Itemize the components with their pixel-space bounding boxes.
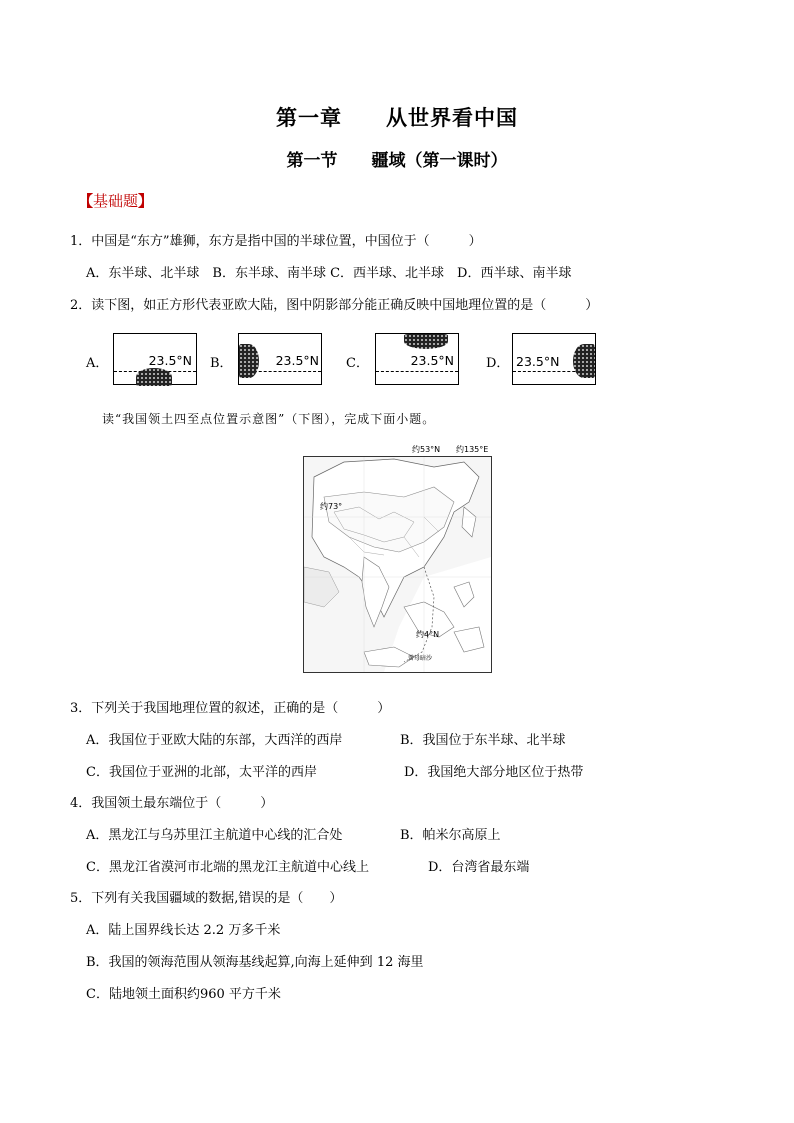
chapter-title: 第一章 从世界看中国 — [276, 105, 518, 130]
figure-label-c: C． — [346, 356, 369, 371]
figure-c-latitude: 23.5°N — [410, 353, 454, 368]
figure-a — [113, 333, 197, 385]
figure-label-d: D． — [486, 356, 510, 371]
map-label-east: 约135°E — [456, 445, 489, 454]
figure-a-shade — [136, 368, 172, 386]
figure-b-shade — [239, 344, 259, 378]
question-4: 4．我国领土最东端位于（ ） — [70, 796, 274, 811]
figure-b — [238, 333, 322, 385]
china-extremity-map — [303, 456, 492, 673]
figure-c — [375, 333, 459, 385]
map-drawing — [304, 457, 491, 672]
figure-label-a: A． — [86, 356, 109, 371]
question-1-options: A．东半球、北半球 B．东半球、南半球 C．西半球、北半球 D．西半球、南半球 — [86, 266, 572, 281]
figure-c-tropic-line — [376, 371, 458, 372]
figure-a-latitude: 23.5°N — [148, 353, 192, 368]
map-label-south: 约4°N — [416, 630, 440, 639]
question-5: 5．下列有关我国疆域的数据,错误的是（ ） — [70, 891, 343, 906]
map-label-west: 约73° — [320, 502, 343, 511]
question-3: 3．下列关于我国地理位置的叙述，正确的是（ ） — [70, 701, 391, 716]
question-5-option-b: B．我国的领海范围从领海基线起算,向海上延伸到 12 海里 — [86, 955, 424, 970]
figure-label-b: B． — [210, 356, 233, 371]
section-label: 基础题 — [93, 192, 139, 210]
section-subtitle: 第一节 疆域（第一课时） — [286, 151, 508, 171]
figure-b-latitude: 23.5°N — [275, 353, 319, 368]
figure-c-shade — [404, 334, 448, 349]
question-3-option-c: C．我国位于亚洲的北部，太平洋的西岸 — [86, 765, 317, 780]
question-3-option-a: A．我国位于亚欧大陆的东部，大西洋的西岸 — [86, 733, 343, 748]
question-5-option-c: C．陆地领土面积约960 平方千米 — [86, 987, 281, 1002]
map-label-north: 约53°N — [412, 445, 441, 454]
map-label-island: 曾母暗沙 — [408, 655, 433, 662]
map-intro: 读“我国领土四至点位置示意图”（下图），完成下面小题。 — [102, 412, 436, 426]
question-5-option-a: A．陆上国界线长达 2.2 万多千米 — [86, 923, 281, 938]
question-3-option-d: D．我国绝大部分地区位于热带 — [404, 765, 584, 780]
question-4-option-a: A．黑龙江与乌苏里江主航道中心线的汇合处 — [86, 828, 343, 843]
section-heading — [78, 190, 153, 211]
question-4-option-b: B．帕米尔高原上 — [400, 828, 501, 843]
question-4-option-c: C．黑龙江省漠河市北端的黑龙江主航道中心线上 — [86, 860, 369, 875]
question-1: 1．中国是“东方”雄狮，东方是指中国的半球位置，中国位于（ ） — [70, 234, 482, 249]
question-2: 2．读下图，如正方形代表亚欧大陆，图中阴影部分能正确反映中国地理位置的是（ ） — [70, 298, 599, 313]
bracket-close: 】 — [138, 192, 154, 210]
figure-d-shade — [573, 344, 595, 378]
figure-d — [512, 333, 596, 385]
bracket-open: 【 — [78, 192, 94, 210]
figure-d-latitude: 23.5°N — [516, 354, 560, 369]
question-3-option-b: B．我国位于东半球、北半球 — [400, 733, 566, 748]
question-4-option-d: D．台湾省最东端 — [428, 860, 530, 875]
